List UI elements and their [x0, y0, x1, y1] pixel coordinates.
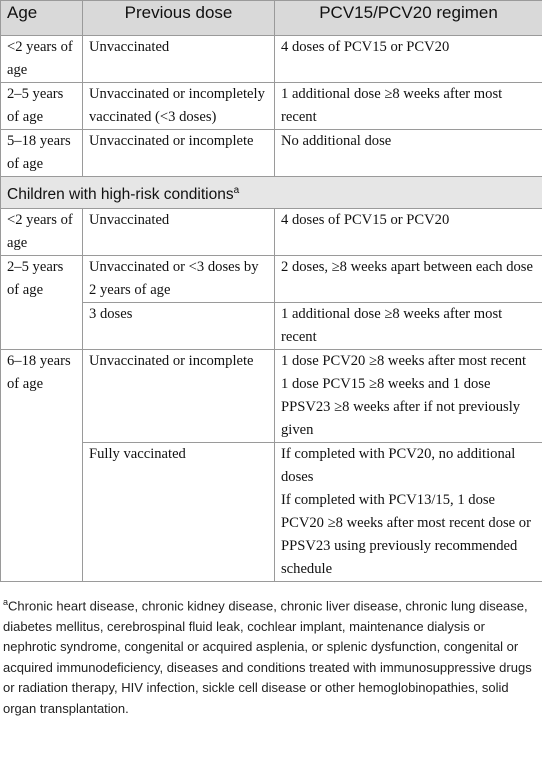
header-previous-dose: Previous dose	[83, 1, 275, 36]
footnote	[0, 582, 542, 719]
age-cell: <2 years of age	[1, 36, 83, 83]
regimen-cell: 4 doses of PCV15 or PCV20	[275, 209, 542, 256]
regimen-line: 1 dose PCV15 ≥8 weeks and 1 dose PPSV23 ≥8 weeks after if not previously given	[281, 376, 521, 438]
header-regimen: PCV15/PCV20 regimen	[275, 1, 542, 36]
table-row	[1, 303, 542, 350]
previous-dose-cell: Unvaccinated	[83, 36, 275, 83]
regimen-cell	[275, 350, 542, 443]
table-row	[1, 130, 542, 177]
footnote-marker: a	[3, 597, 9, 607]
regimen-cell: 1 additional dose ≥8 weeks after most recent	[275, 83, 542, 130]
age-cell: 2–5 years of age	[1, 83, 83, 130]
footnote-marker: a	[233, 184, 240, 196]
previous-dose-cell: Unvaccinated or incomplete	[83, 130, 275, 177]
age-cell: 5–18 years of age	[1, 130, 83, 177]
age-cell: 2–5 years of age	[1, 256, 83, 350]
table-row	[1, 350, 542, 443]
previous-dose-cell: Fully vaccinated	[83, 443, 275, 582]
previous-dose-cell: Unvaccinated or incomplete	[83, 350, 275, 443]
table-row	[1, 83, 542, 130]
regimen-cell: 2 doses, ≥8 weeks apart between each dose	[275, 256, 542, 303]
regimen-cell: 4 doses of PCV15 or PCV20	[275, 36, 542, 83]
regimen-line: 1 dose PCV20 ≥8 weeks after most recent	[281, 353, 527, 369]
footnote-text: Chronic heart disease, chronic kidney disease, chronic liver disease, chronic lung disease, diabetes mellitus, cerebrospinal fluid leak, cochlear implant, maintenance dialysis or nephrotic syndrome, congenital or acquired asplenia, or splenic dysfunction, congenital or acquired immunodeficiency, diseases and conditions treated with immunosuppressive drugs or radiation therapy, HIV infection, sickle cell disease or other hemoglobinopathies, solid organ transplantation.	[3, 598, 532, 716]
table-row	[1, 36, 542, 83]
previous-dose-cell: Unvaccinated or <3 doses by 2 years of age	[83, 256, 275, 303]
age-cell: 6–18 years of age	[1, 350, 83, 582]
previous-dose-cell: Unvaccinated	[83, 209, 275, 256]
regimen-line: If completed with PCV13/15, 1 dose PCV20 ≥8 weeks after most recent dose or PPSV23 using previously recommended schedule	[281, 492, 531, 577]
table-row	[1, 443, 542, 582]
regimen-cell: 1 additional dose ≥8 weeks after most recent	[275, 303, 542, 350]
section-row-high-risk	[1, 177, 542, 209]
table-row	[1, 256, 542, 303]
header-row	[1, 1, 542, 36]
previous-dose-cell: 3 doses	[83, 303, 275, 350]
section-title	[1, 177, 542, 209]
table-row	[1, 209, 542, 256]
previous-dose-cell: Unvaccinated or incompletely vaccinated (<3 doses)	[83, 83, 275, 130]
regimen-cell	[275, 443, 542, 582]
regimen-cell: No additional dose	[275, 130, 542, 177]
section-label: Children with high-risk conditions	[7, 186, 234, 204]
header-age: Age	[1, 1, 83, 36]
age-cell: <2 years of age	[1, 209, 83, 256]
regimen-line: If completed with PCV20, no additional doses	[281, 446, 516, 485]
